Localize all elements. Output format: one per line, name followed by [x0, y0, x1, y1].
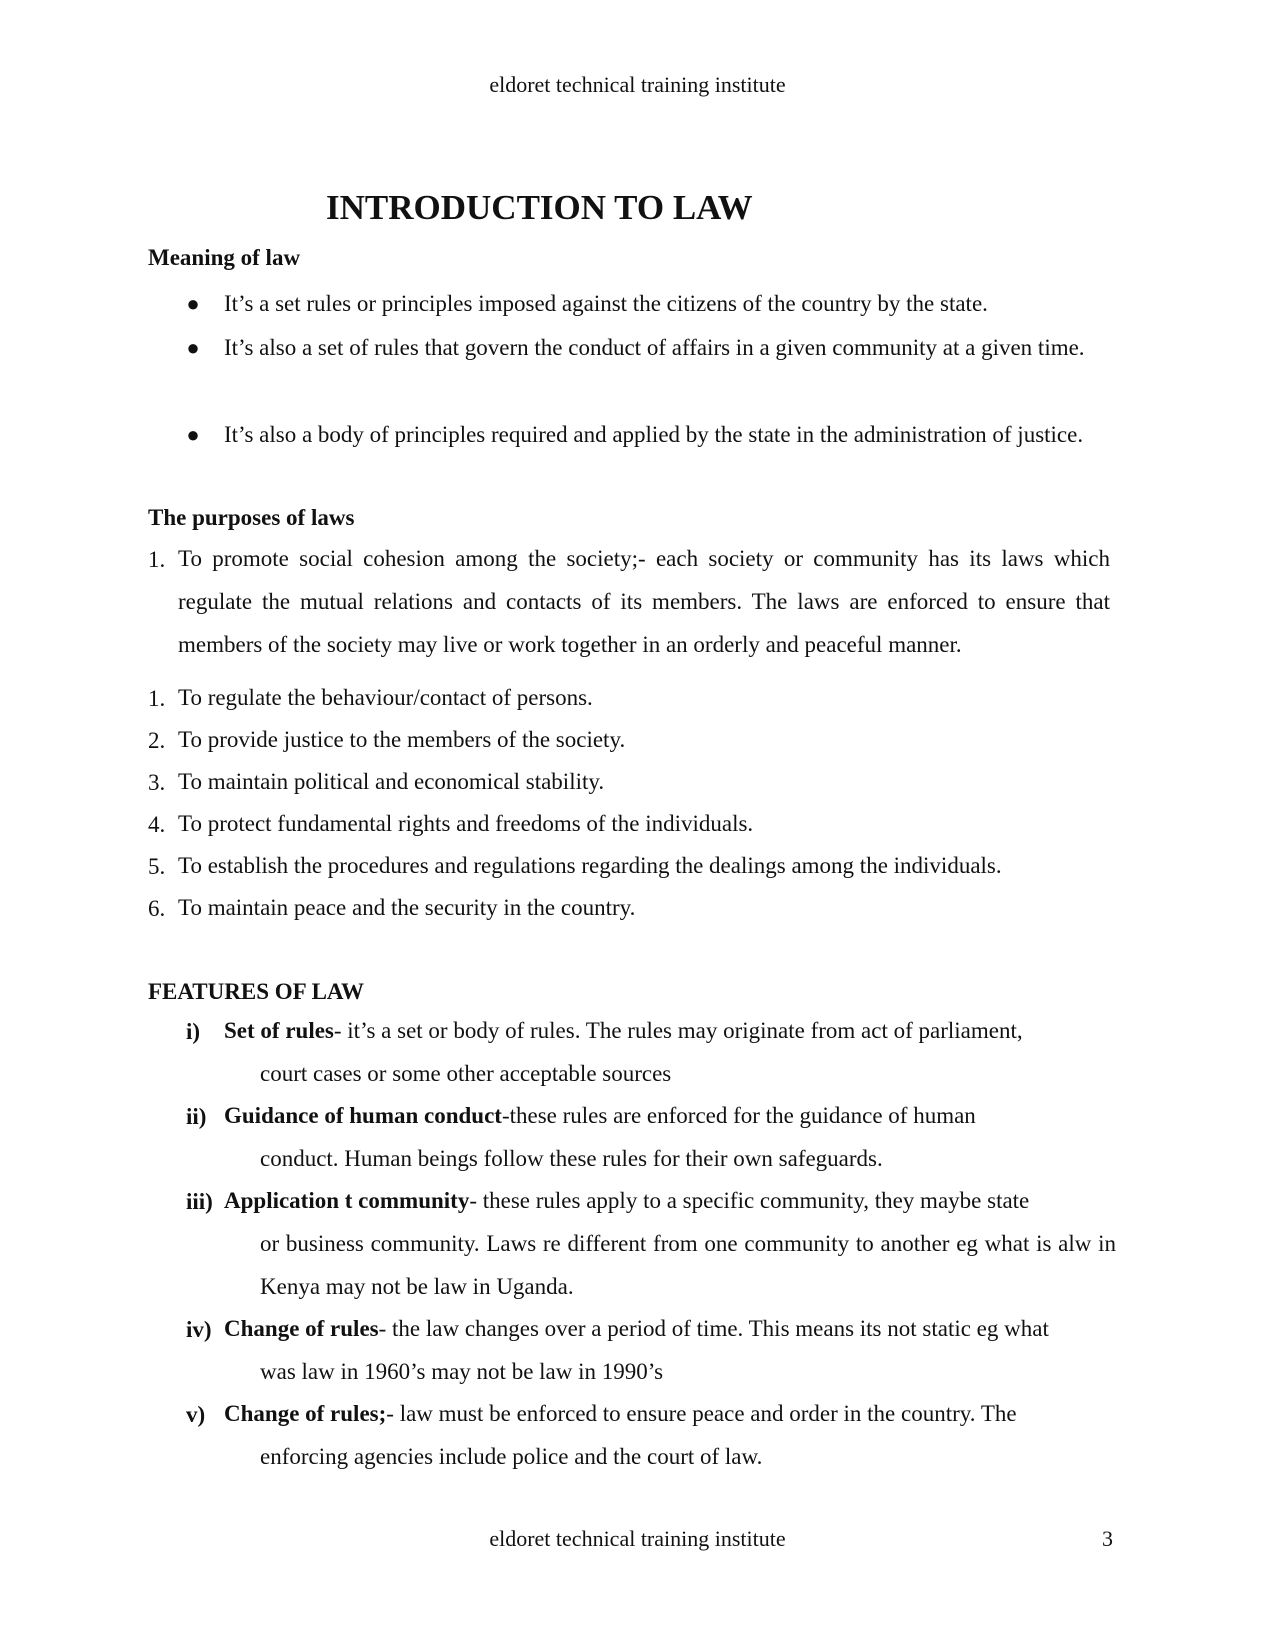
bullet-icon: ●	[186, 291, 200, 316]
list-number: 4.	[148, 812, 166, 837]
feature-term: Application t community	[224, 1188, 470, 1213]
feature-term: Change of rules	[224, 1316, 379, 1341]
feature-text: - the law changes over a period of time. This means its not static eg what	[378, 1316, 1049, 1341]
feature-text: - it’s a set or body of rules. The rules may originate from act of parliament,	[333, 1018, 1023, 1043]
page-footer: eldoret technical training institute	[489, 1526, 786, 1551]
feature-item-4	[224, 1392, 1116, 1478]
feature-term: Set of rules	[224, 1018, 334, 1043]
meaning-bullet-2: It’s also a set of rules that govern the conduct of affairs in a given community at a given time.	[224, 335, 1085, 360]
list-number: 6.	[148, 896, 166, 921]
feature-text: - these rules apply to a specific community, they maybe state	[469, 1188, 1030, 1213]
feature-item-2	[224, 1179, 1116, 1308]
feature-number: iv)	[186, 1317, 212, 1342]
bullet-icon: ●	[186, 422, 200, 447]
list-number: 3.	[148, 770, 166, 795]
feature-term: Guidance of human conduct	[224, 1103, 502, 1128]
feature-item-3	[224, 1307, 1116, 1393]
meaning-bullet-3: It’s also a body of principles required and applied by the state in the administration of justice.	[224, 422, 1084, 447]
feature-text: -these rules are enforced for the guidance of human	[501, 1103, 976, 1128]
feature-text: - law must be enforced to ensure peace and order in the country. The	[386, 1401, 1017, 1426]
feature-continuation: court cases or some other acceptable sources	[260, 1061, 672, 1086]
feature-number: i)	[186, 1019, 201, 1044]
purpose-item-6: To maintain peace and the security in the country.	[178, 895, 636, 920]
purposes-heading: The purposes of laws	[148, 505, 355, 530]
feature-number: v)	[186, 1402, 206, 1427]
list-number: 2.	[148, 728, 166, 753]
purpose-item-3: To maintain political and economical stability.	[178, 769, 605, 794]
list-number: 1.	[148, 547, 166, 572]
meaning-heading: Meaning of law	[148, 245, 301, 270]
purpose-item-0: To promote social cohesion among the society;- each society or community has its laws which regulate the mutual relations and contacts of its members. The laws are enforced to ensure that members of the society may live or work together in an orderly and peaceful manner.	[178, 546, 1110, 657]
feature-number: iii)	[186, 1189, 213, 1214]
purpose-item-2: To provide justice to the members of the society.	[178, 727, 626, 752]
page-header: eldoret technical training institute	[489, 72, 786, 97]
purpose-item-4: To protect fundamental rights and freedoms of the individuals.	[178, 811, 754, 836]
page-number: 3	[1102, 1526, 1113, 1551]
features-heading: FEATURES OF LAW	[148, 979, 364, 1004]
feature-continuation: conduct. Human beings follow these rules for their own safeguards.	[260, 1146, 883, 1171]
bullet-icon: ●	[186, 335, 200, 360]
feature-continuation: enforcing agencies include police and the court of law.	[260, 1444, 763, 1469]
purpose-item-1: To regulate the behaviour/contact of persons.	[178, 685, 593, 710]
meaning-bullet-1: It’s a set rules or principles imposed against the citizens of the country by the state.	[224, 291, 988, 316]
feature-term: Change of rules;	[224, 1401, 387, 1426]
purpose-item-5: To establish the procedures and regulations regarding the dealings among the individuals.	[178, 853, 1002, 878]
feature-item-1	[224, 1094, 1116, 1180]
feature-item-0	[224, 1009, 1116, 1095]
feature-continuation: or business community. Laws re different from one community to another eg what is alw in Kenya may not be law in Uganda.	[260, 1231, 1116, 1299]
list-number: 5.	[148, 854, 166, 879]
document-title: INTRODUCTION TO LAW	[326, 188, 753, 227]
feature-continuation: was law in 1960’s may not be law in 1990’s	[260, 1359, 664, 1384]
feature-number: ii)	[186, 1104, 207, 1129]
list-number: 1.	[148, 686, 166, 711]
